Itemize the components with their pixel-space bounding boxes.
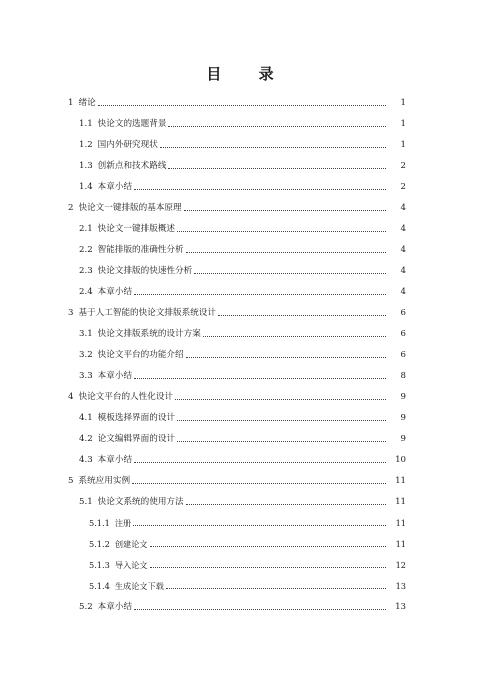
- toc-entry[interactable]: [0, 573, 480, 594]
- toc-dot-leader: [168, 168, 386, 169]
- toc-entry-label: 快论文的选题背景: [97, 119, 167, 129]
- toc-entry-number: 1.1: [79, 119, 93, 129]
- toc-dot-leader: [184, 210, 386, 211]
- toc-entry[interactable]: [0, 552, 480, 573]
- toc-entry-heading: [79, 161, 166, 171]
- toc-entry-number: 1.4: [79, 182, 93, 192]
- toc-entry-label: 快论文系统的使用方法: [97, 497, 184, 507]
- toc-dot-leader: [133, 525, 386, 526]
- toc-dot-leader: [194, 273, 386, 274]
- toc-entry[interactable]: [0, 531, 480, 552]
- toc-entry-number: 4.2: [79, 434, 93, 444]
- toc-entry-page-number: 6: [400, 329, 406, 339]
- toc-entry[interactable]: [0, 258, 480, 279]
- toc-entry-page-number: 13: [395, 581, 406, 591]
- toc-entry-page-number: 11: [395, 497, 406, 507]
- toc-dot-leader: [177, 420, 386, 421]
- toc-entry-heading: [79, 413, 175, 423]
- toc-entry[interactable]: [0, 153, 480, 174]
- toc-entry-number: 3: [68, 308, 74, 318]
- toc-entry[interactable]: [0, 174, 480, 195]
- toc-dot-leader: [168, 126, 386, 127]
- toc-entry-heading: [79, 329, 201, 339]
- toc-entry[interactable]: [0, 279, 480, 300]
- toc-entry-number: 4.1: [79, 413, 93, 423]
- toc-entry-heading: [79, 434, 175, 444]
- toc-dot-leader: [134, 378, 386, 379]
- toc-entry-heading: [68, 392, 173, 402]
- toc-entry-number: 5.1: [79, 497, 93, 507]
- toc-dot-leader: [177, 441, 386, 442]
- toc-entry-label: 本章小结: [97, 455, 133, 465]
- toc-dot-leader: [98, 105, 386, 106]
- toc-entry[interactable]: [0, 384, 480, 405]
- toc-entry-number: 2.1: [79, 224, 93, 234]
- toc-entry-page-number: 4: [400, 245, 406, 255]
- toc-dot-leader: [218, 315, 386, 316]
- toc-entry-label: 本章小结: [97, 602, 133, 612]
- toc-entry-label: 国内外研究现状: [97, 140, 158, 150]
- toc-entry[interactable]: [0, 489, 480, 510]
- toc-entry-page-number: 13: [395, 602, 406, 612]
- toc-entry-number: 3.1: [79, 329, 93, 339]
- toc-entry-heading: [68, 308, 216, 318]
- toc-entry-heading: [79, 350, 184, 360]
- toc-entry-number: 5.1.4: [89, 581, 110, 591]
- toc-entry-page-number: 2: [400, 182, 406, 192]
- table-of-contents: [0, 90, 480, 615]
- toc-entry[interactable]: [0, 342, 480, 363]
- toc-entry[interactable]: [0, 111, 480, 132]
- toc-entry-label: 注册: [114, 518, 132, 528]
- toc-entry-page-number: 4: [400, 266, 406, 276]
- toc-entry-page-number: 4: [400, 203, 406, 213]
- toc-entry-page-number: 8: [400, 371, 406, 381]
- toc-entry[interactable]: [0, 300, 480, 321]
- toc-dot-leader: [186, 252, 386, 253]
- toc-entry-page-number: 12: [395, 560, 406, 570]
- toc-dot-leader: [203, 336, 386, 337]
- toc-entry-page-number: 1: [400, 98, 406, 108]
- toc-entry-number: 5: [68, 476, 74, 486]
- toc-entry-heading: [89, 581, 164, 591]
- toc-entry-page-number: 6: [400, 308, 406, 318]
- toc-entry-label: 快论文一键排版概述: [97, 224, 176, 234]
- toc-dot-leader: [134, 462, 386, 463]
- toc-entry-number: 2.2: [79, 245, 93, 255]
- toc-entry-heading: [79, 140, 158, 150]
- toc-entry-page-number: 6: [400, 350, 406, 360]
- toc-dot-leader: [186, 504, 386, 505]
- toc-entry[interactable]: [0, 216, 480, 237]
- toc-entry-heading: [68, 476, 130, 486]
- toc-entry[interactable]: [0, 237, 480, 258]
- toc-entry-label: 快论文平台的功能介绍: [97, 350, 184, 360]
- toc-entry-page-number: 10: [395, 455, 406, 465]
- toc-entry-number: 2.3: [79, 266, 93, 276]
- toc-entry-label: 系统应用实例: [78, 476, 131, 486]
- toc-dot-leader: [175, 399, 386, 400]
- toc-entry-label: 本章小结: [97, 371, 133, 381]
- toc-entry[interactable]: [0, 447, 480, 468]
- toc-entry-label: 快论文排版的快速性分析: [97, 266, 193, 276]
- toc-entry-page-number: 11: [395, 539, 406, 549]
- toc-entry-heading: [68, 98, 96, 108]
- toc-entry-number: 2.4: [79, 287, 93, 297]
- toc-dot-leader: [134, 609, 386, 610]
- toc-entry-page-number: 4: [400, 287, 406, 297]
- toc-entry-number: 2: [68, 203, 74, 213]
- toc-entry-page-number: 4: [400, 224, 406, 234]
- toc-entry-number: 1: [68, 98, 74, 108]
- toc-entry-page-number: 11: [395, 476, 406, 486]
- toc-entry[interactable]: [0, 594, 480, 615]
- toc-entry-label: 论文编辑界面的设计: [97, 434, 176, 444]
- toc-title: 目 录: [206, 65, 290, 83]
- toc-entry-number: 3.2: [79, 350, 93, 360]
- toc-entry-page-number: 1: [400, 119, 406, 129]
- toc-entry[interactable]: [0, 405, 480, 426]
- toc-entry-number: 5.1.2: [89, 539, 110, 549]
- toc-dot-leader: [150, 567, 386, 568]
- toc-entry[interactable]: [0, 90, 480, 111]
- toc-dot-leader: [134, 189, 386, 190]
- toc-entry-number: 1.3: [79, 161, 93, 171]
- toc-entry-heading: [68, 203, 182, 213]
- toc-entry-number: 4.3: [79, 455, 93, 465]
- toc-entry-heading: [79, 287, 132, 297]
- toc-entry-page-number: 11: [395, 518, 406, 528]
- toc-entry-number: 1.2: [79, 140, 93, 150]
- toc-entry-heading: [89, 518, 131, 528]
- toc-dot-leader: [186, 357, 386, 358]
- toc-entry-label: 创建论文: [114, 539, 148, 549]
- toc-dot-leader: [132, 483, 386, 484]
- toc-entry-label: 本章小结: [97, 182, 133, 192]
- toc-entry[interactable]: [0, 195, 480, 216]
- toc-entry-heading: [79, 245, 184, 255]
- toc-entry-heading: [79, 602, 132, 612]
- toc-entry-heading: [79, 455, 132, 465]
- toc-entry-label: 快论文一键排版的基本原理: [78, 203, 182, 213]
- toc-dot-leader: [177, 231, 386, 232]
- toc-entry-page-number: 2: [400, 161, 406, 171]
- toc-entry-number: 3.3: [79, 371, 93, 381]
- toc-entry[interactable]: [0, 510, 480, 531]
- toc-dot-leader: [166, 588, 386, 589]
- toc-entry-label: 创新点和技术路线: [97, 161, 167, 171]
- toc-entry[interactable]: [0, 321, 480, 342]
- toc-entry-number: 4: [68, 392, 74, 402]
- toc-entry-page-number: 9: [400, 413, 406, 423]
- toc-entry-heading: [79, 224, 175, 234]
- toc-entry-heading: [89, 539, 148, 549]
- toc-entry[interactable]: [0, 132, 480, 153]
- toc-entry-label: 模板选择界面的设计: [97, 413, 176, 423]
- toc-entry-label: 导入论文: [114, 560, 148, 570]
- toc-entry-label: 智能排版的准确性分析: [97, 245, 184, 255]
- toc-entry-heading: [79, 182, 132, 192]
- toc-dot-leader: [150, 546, 386, 547]
- toc-entry-number: 5.1.3: [89, 560, 110, 570]
- toc-entry-heading: [79, 266, 192, 276]
- toc-entry-page-number: 9: [400, 392, 406, 402]
- toc-entry-heading: [89, 560, 148, 570]
- toc-entry-heading: [79, 371, 132, 381]
- toc-entry-label: 本章小结: [97, 287, 133, 297]
- toc-entry[interactable]: [0, 363, 480, 384]
- toc-entry-page-number: 1: [400, 140, 406, 150]
- toc-entry-label: 生成论文下载: [114, 581, 164, 591]
- toc-entry-label: 绪论: [78, 98, 96, 108]
- toc-entry-label: 基于人工智能的快论文排版系统设计: [78, 308, 216, 318]
- toc-entry-page-number: 9: [400, 434, 406, 444]
- toc-entry-number: 5.1.1: [89, 518, 110, 528]
- toc-entry-number: 5.2: [79, 602, 93, 612]
- toc-entry[interactable]: [0, 468, 480, 489]
- toc-dot-leader: [134, 294, 386, 295]
- toc-entry-label: 快论文排版系统的设计方案: [97, 329, 201, 339]
- toc-entry-heading: [79, 497, 184, 507]
- toc-entry[interactable]: [0, 426, 480, 447]
- toc-dot-leader: [160, 147, 386, 148]
- toc-entry-heading: [79, 119, 166, 129]
- toc-entry-label: 快论文平台的人性化设计: [78, 392, 174, 402]
